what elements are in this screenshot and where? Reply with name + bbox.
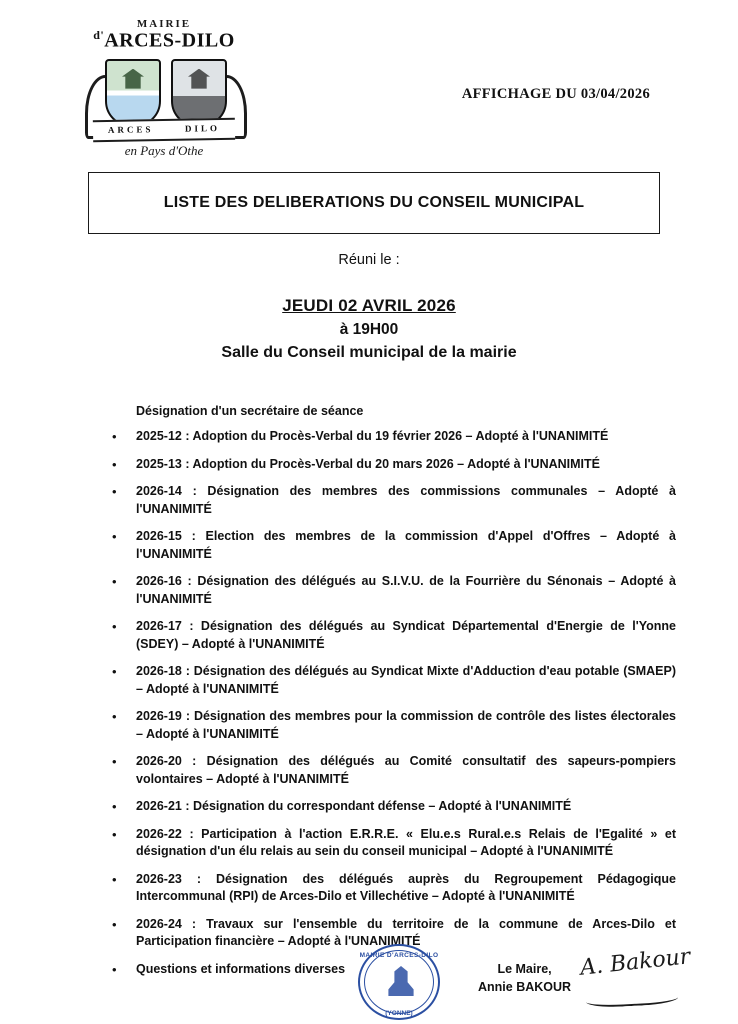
- list-item: [100, 708, 676, 743]
- list-item-text: Questions et informations diverses: [136, 961, 346, 976]
- meeting-reuni-label: Réuni le :: [338, 252, 400, 268]
- bullet-icon: •: [112, 456, 117, 472]
- list-item: [100, 871, 676, 906]
- meeting-details: [0, 296, 738, 362]
- meeting-date: JEUDI 02 AVRIL 2026: [282, 296, 456, 315]
- list-item-text: 2026-15 : Election des membres de la commission d'Appel d'Offres – Adopté à l'UNANIMITÉ: [136, 529, 676, 561]
- list-item-text: 2026-21 : Désignation du correspondant défense – Adopté à l'UNANIMITÉ: [136, 799, 572, 813]
- bullet-icon: •: [112, 754, 117, 769]
- signature-name: Annie BAKOUR: [478, 980, 572, 994]
- ribbon-right-text: DILO: [184, 122, 221, 134]
- page-title: LISTE DES DELIBERATIONS DU CONSEIL MUNICIPAL: [163, 194, 585, 211]
- bullet-icon: •: [112, 574, 117, 589]
- stamp-top-text: MAIRIE D'ARCES-DILO: [359, 952, 439, 959]
- signature-role: Le Maire,: [497, 962, 552, 976]
- list-item-text: 2026-18 : Désignation des délégués au Syndicat Mixte d'Adduction d'eau potable (SMAEP) – Adopté à l'UNANIMITÉ: [136, 664, 676, 696]
- crest-artwork: [79, 55, 249, 139]
- meeting-time: à 19H00: [339, 321, 399, 338]
- list-item-text: 2025-12 : Adoption du Procès-Verbal du 19 février 2026 – Adopté à l'UNANIMITÉ: [136, 429, 609, 443]
- bullet-icon: •: [112, 429, 117, 444]
- list-item-text: 2026-24 : Travaux sur l'ensemble du territoire de la commune de Arces-Dilo et Participation financière – Adopté à l'UNANIMITÉ: [136, 916, 676, 948]
- deliberations-list: [100, 404, 676, 988]
- crest-commune-name: [74, 28, 254, 53]
- list-item: [100, 573, 676, 608]
- list-item-text: 2026-23 : Désignation des délégués auprès du Regroupement Pédagogique Intercommunal (RPI) de Arces-Dilo et Villechétive – Adopté à l'UNANIMITÉ: [136, 871, 676, 903]
- signature-block: [478, 962, 571, 994]
- shield-right-motif-icon: [188, 69, 210, 89]
- document-header: [0, 0, 738, 170]
- list-item: [100, 483, 676, 518]
- agenda-intro: Désignation d'un secrétaire de séance: [136, 404, 364, 418]
- list-item-text: 2026-19 : Désignation des membres pour la commission de contrôle des listes électorales – Adopté à l'UNANIMITÉ: [136, 709, 676, 741]
- list-item: [100, 753, 676, 788]
- list-item-text: 2025-13 : Adoption du Procès-Verbal du 20 mars 2026 – Adopté à l'UNANIMITÉ: [136, 456, 600, 471]
- signature-flourish: [586, 988, 679, 1009]
- crest-subtitle: en Pays d'Othe: [124, 142, 204, 158]
- bullet-icon: •: [112, 799, 117, 814]
- list-item: [100, 456, 676, 474]
- list-item-text: 2026-14 : Désignation des membres des commissions communales – Adopté à l'UNANIMITÉ: [136, 484, 676, 516]
- bullet-icon: •: [112, 871, 117, 887]
- bullet-icon: •: [112, 619, 117, 634]
- crest-mairie-label: MAIRIE: [136, 18, 192, 30]
- list-item: [100, 528, 676, 563]
- list-item-text: 2026-20 : Désignation des délégués au Comité consultatif des sapeurs-pompiers volontaires – Adopté à l'UNANIMITÉ: [136, 754, 676, 786]
- bullet-icon: •: [112, 961, 117, 977]
- shield-left-motif-icon: [122, 69, 144, 89]
- list-item: [100, 798, 676, 816]
- list-item-text: 2026-17 : Désignation des délégués au Syndicat Départemental d'Energie de l'Yonne (SDEY) – Adopté à l'UNANIMITÉ: [136, 619, 676, 651]
- posting-date: AFFICHAGE DU 03/04/2026: [461, 86, 650, 102]
- crest-name-main: ARCES-DILO: [104, 29, 235, 52]
- list-item: [100, 618, 676, 653]
- bullet-icon: •: [112, 664, 117, 679]
- meeting-place: Salle du Conseil municipal de la mairie: [221, 344, 517, 361]
- ribbon-left-text: ARCES: [107, 123, 154, 135]
- list-item: [100, 826, 676, 861]
- bullet-icon: •: [112, 709, 117, 724]
- list-item: [100, 428, 676, 446]
- official-stamp: [358, 944, 444, 1024]
- bullet-icon: •: [112, 826, 117, 842]
- crest-ribbon: [93, 117, 235, 141]
- commune-crest-logo: [74, 18, 254, 168]
- shield-right-icon: [171, 59, 227, 127]
- list-item-text: 2026-22 : Participation à l'action E.R.R.E. « Elu.e.s Rural.e.s Relais de l'Egalité » et désignation d'un élu relais au sein du conseil municipal – Adopté à l'UNANIMITÉ: [136, 826, 676, 858]
- list-item: [100, 663, 676, 698]
- bullet-icon: •: [112, 916, 117, 932]
- document-title-box: [88, 172, 660, 234]
- bullet-icon: •: [112, 484, 117, 499]
- list-item-text: 2026-16 : Désignation des délégués au S.I.V.U. de la Fourrière du Sénonais – Adopté à l'UNANIMITÉ: [136, 574, 676, 606]
- stamp-bottom-text: (YONNE): [385, 1010, 413, 1017]
- handwritten-signature: A. Bakour: [578, 944, 692, 981]
- bullet-icon: •: [112, 529, 117, 544]
- shield-left-icon: [105, 59, 161, 127]
- crest-name-prefix: d': [93, 28, 105, 42]
